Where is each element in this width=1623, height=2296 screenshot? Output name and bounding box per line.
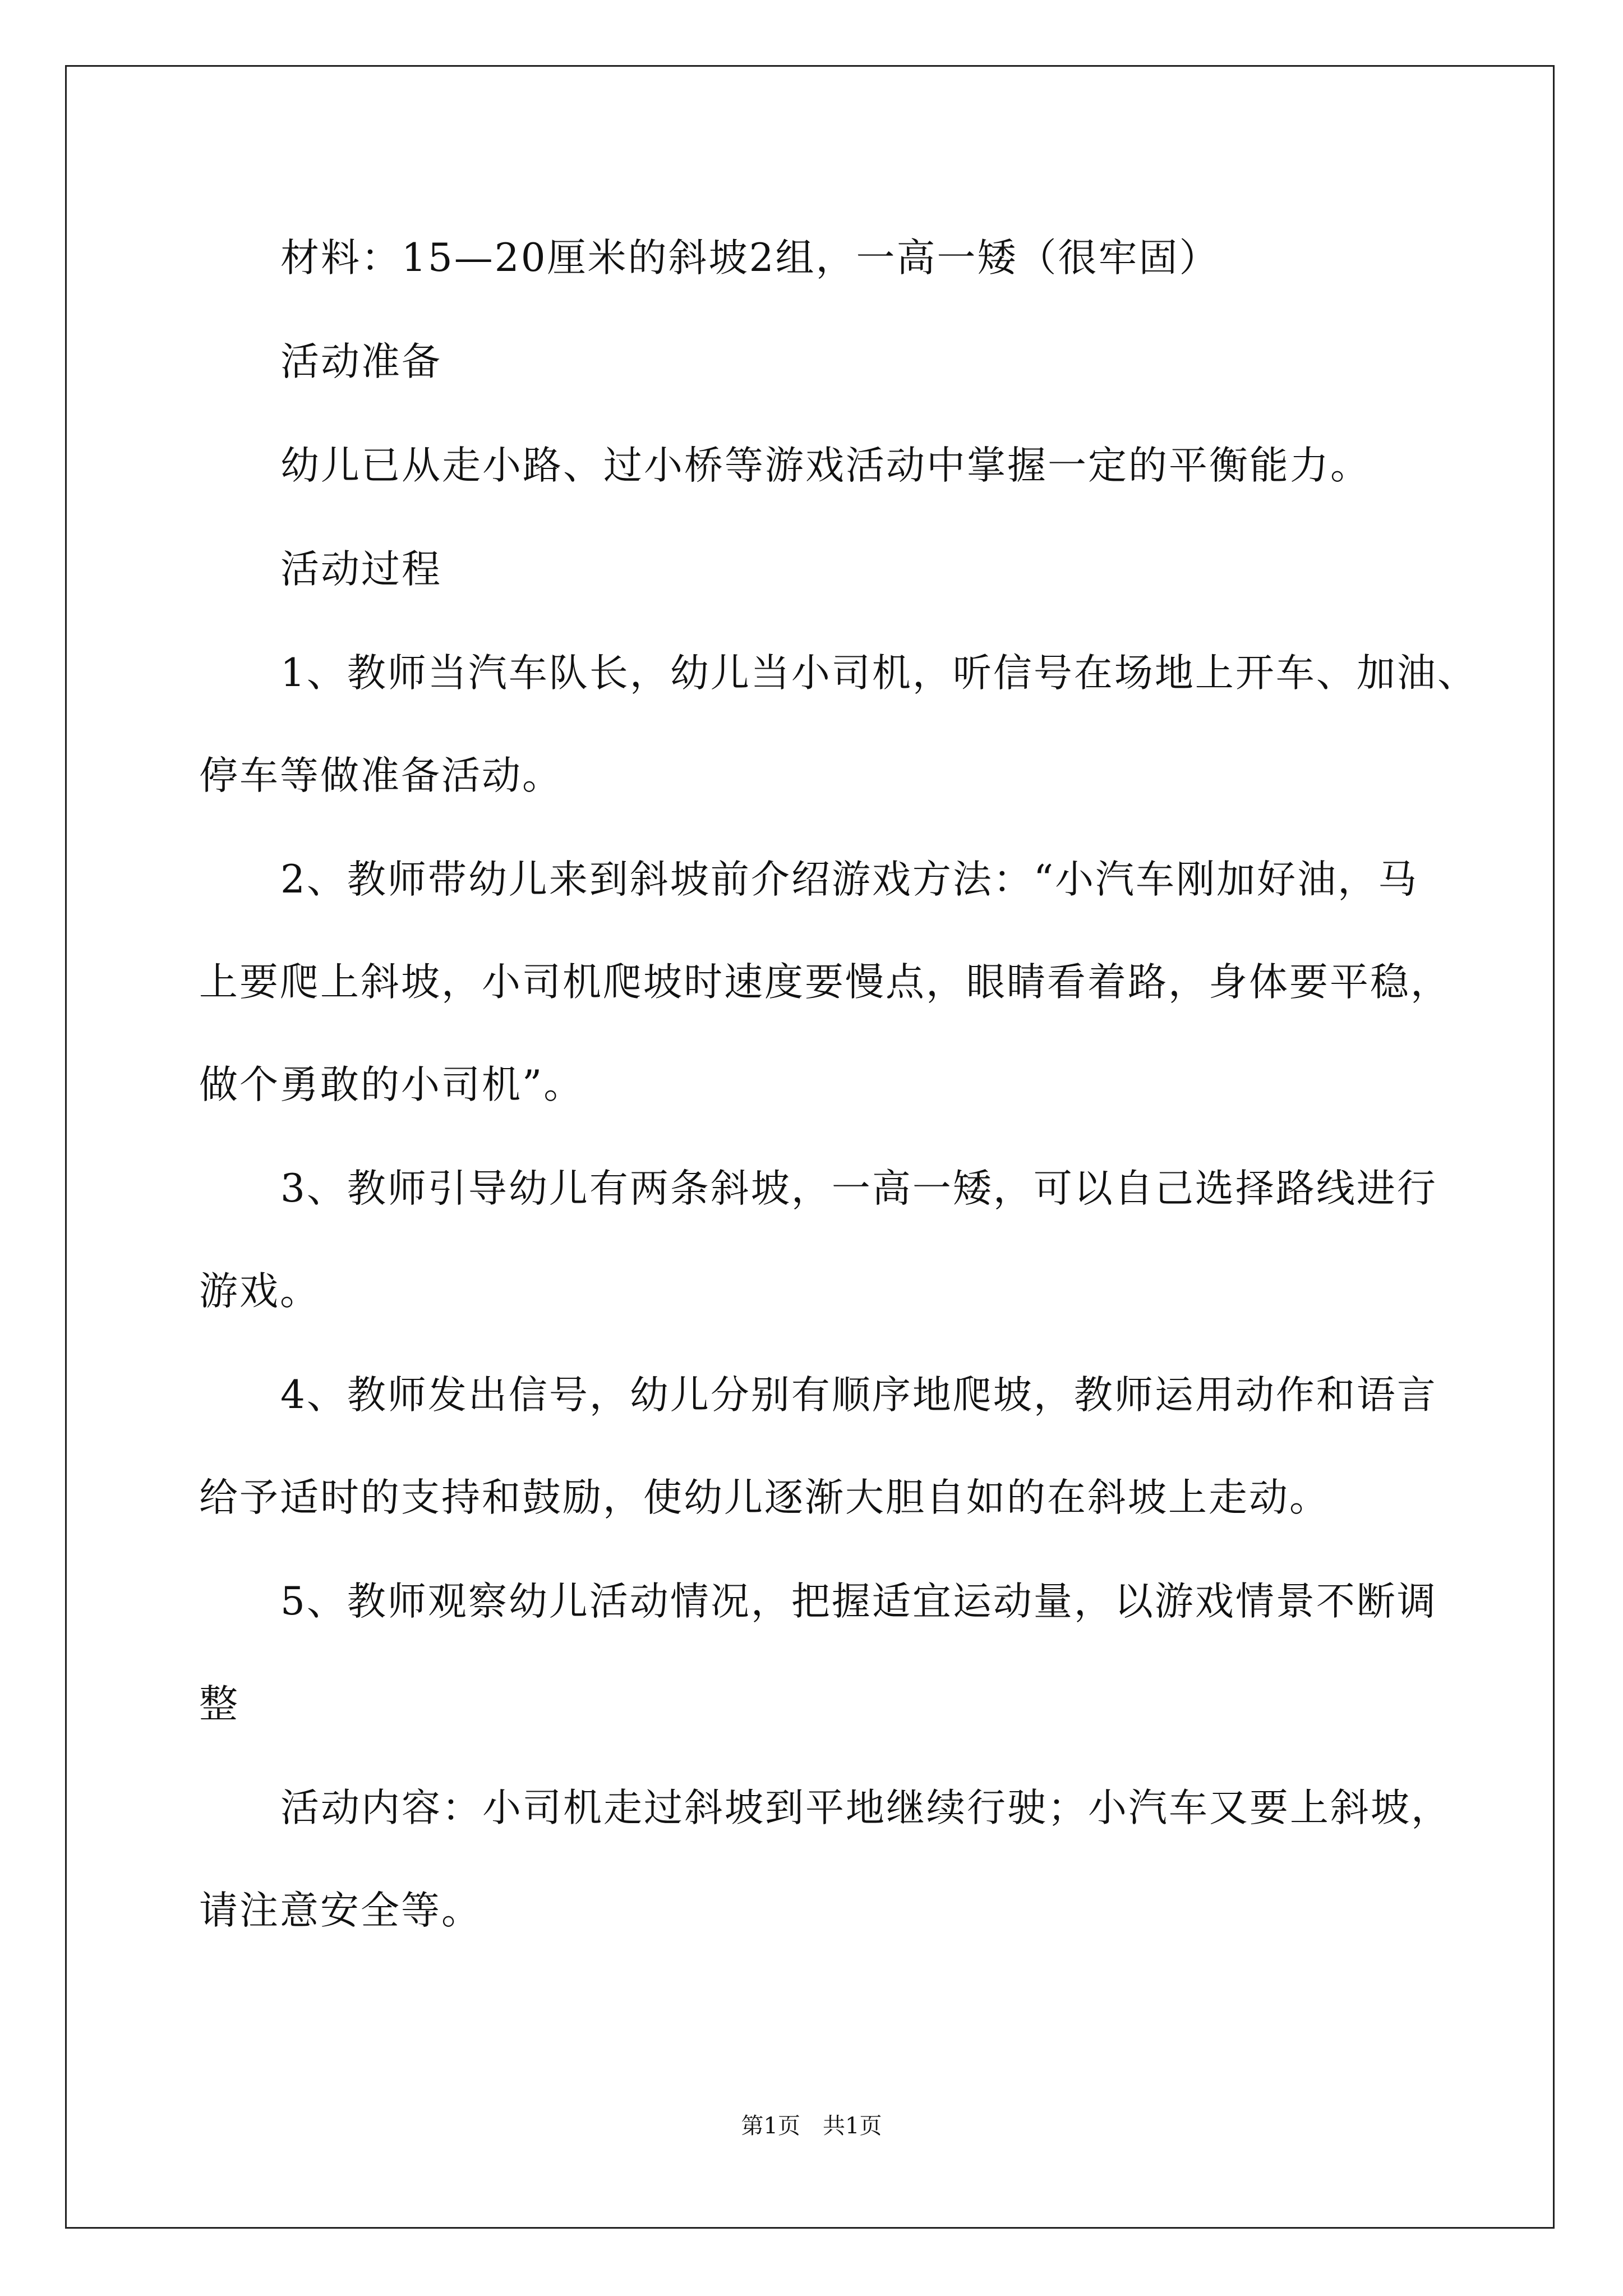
- heading-process: 活动过程: [280, 547, 442, 592]
- step-2-line-2: 上要爬上斜坡，小司机爬坡时速度要慢点，眼睛看着路，身体要平稳，: [199, 960, 1451, 1005]
- step-4-line-2: 给予适时的支持和鼓励，使幼儿逐渐大胆自如的在斜坡上走动。: [199, 1475, 1330, 1520]
- page-footer: 第1页 共1页: [741, 2113, 882, 2139]
- step-2-line-3: 做个勇敢的小司机”。: [199, 1062, 584, 1107]
- activity-content-line-2: 请注意安全等。: [199, 1888, 482, 1933]
- activity-content-line-1: 活动内容：小司机走过斜坡到平地继续行驶；小汽车又要上斜坡，: [280, 1786, 1451, 1830]
- step-5-line-2: 整: [199, 1682, 239, 1727]
- step-3-line-1: 3、教师引导幼儿有两条斜坡，一高一矮，可以自己选择路线进行: [280, 1166, 1437, 1211]
- materials-line: 材料：15—20厘米的斜坡2组，一高一矮（很牢固）: [280, 236, 1220, 280]
- heading-preparation: 活动准备: [280, 339, 442, 384]
- step-3-line-2: 游戏。: [199, 1269, 320, 1314]
- step-5-line-1: 5、教师观察幼儿活动情况，把握适宜运动量，以游戏情景不断调: [280, 1579, 1437, 1624]
- step-1-line-2: 停车等做准备活动。: [199, 753, 562, 798]
- step-1-line-1: 1、教师当汽车队长，幼儿当小司机，听信号在场地上开车、加油、: [280, 651, 1478, 696]
- preparation-text: 幼儿已从走小路、过小桥等游戏活动中掌握一定的平衡能力。: [280, 443, 1371, 488]
- step-2-line-1: 2、教师带幼儿来到斜坡前介绍游戏方法：“小汽车刚加好油，马: [280, 857, 1419, 902]
- step-4-line-1: 4、教师发出信号，幼儿分别有顺序地爬坡，教师运用动作和语言: [280, 1373, 1437, 1418]
